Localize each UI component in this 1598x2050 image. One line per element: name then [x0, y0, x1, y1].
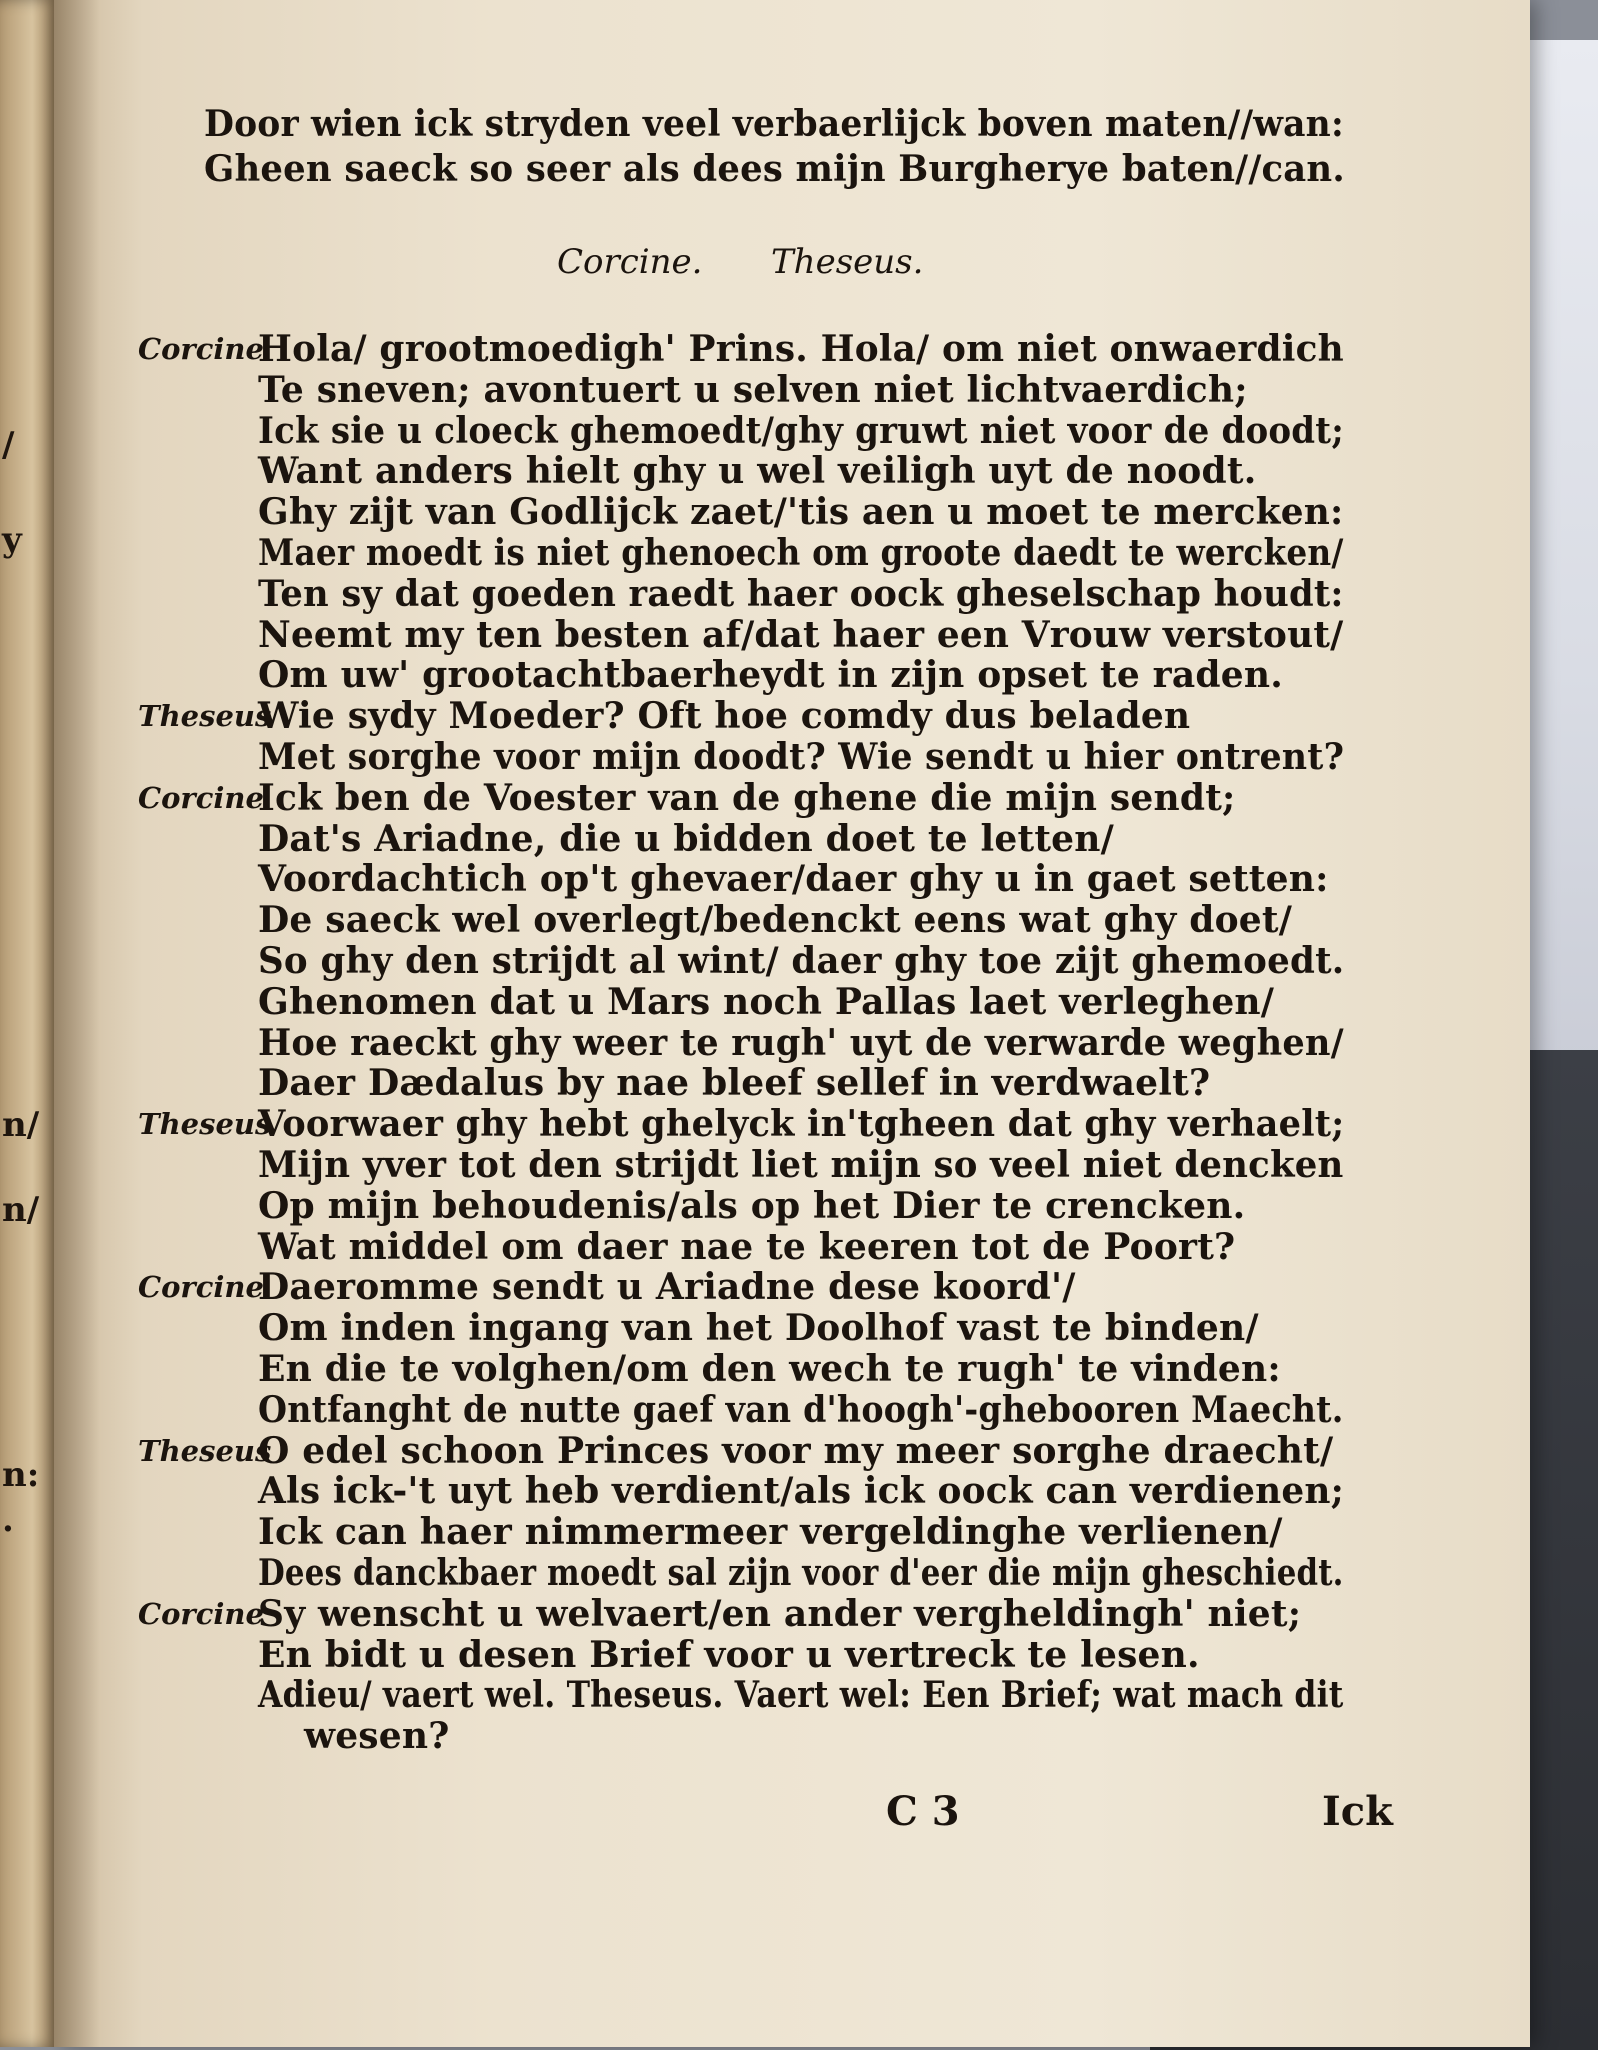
verse-line: Dat's Ariadne, die u bidden doet te letten/	[258, 817, 1114, 860]
left-page-fragment: /	[2, 425, 15, 465]
scene-heading-speaker-2: Theseus.	[771, 242, 924, 282]
book-page	[54, 0, 1530, 2047]
verse-line: wesen?	[304, 1715, 450, 1758]
verse-line: Maer moedt is niet ghenoech om groote daedt te wercken/	[258, 532, 1344, 574]
verse-line: Ick can haer nimmermeer vergeldinghe verlienen/	[258, 1511, 1283, 1554]
verse-line: Hoe raeckt ghy weer te rugh' uyt de verwarde weghen/	[258, 1021, 1344, 1064]
verse-line: Ghy zijt van Godlijck zaet/'tis aen u moet te mercken:	[258, 491, 1344, 534]
opening-line: Door wien ick stryden veel verbaerlijck boven maten//wan:	[204, 103, 1344, 145]
verse-line: Ten sy dat goeden raedt haer oock gheselschap houdt:	[258, 572, 1344, 615]
signature-mark: C 3	[886, 1788, 960, 1835]
speaker-label: Theseus	[138, 1107, 272, 1142]
speaker-label: Theseus	[138, 1433, 272, 1468]
speaker-label: Corcine	[138, 1596, 264, 1631]
verse-line: Voordachtich op't ghevaer/daer ghy u in gaet setten:	[258, 858, 1329, 901]
verse-line: Dees danckbaer moedt sal zijn voor d'eer die mijn gheschiedt.	[258, 1552, 1344, 1594]
verse-line: So ghy den strijdt al wint/ daer ghy toe zijt ghemoedt.	[258, 940, 1345, 982]
verse-line: Te sneven; avontuert u selven niet lichtvaerdich;	[258, 368, 1248, 411]
verse-line: Ick ben de Voester van de ghene die mijn sendt;	[258, 776, 1236, 819]
left-page-fragment: n/	[2, 1105, 40, 1145]
left-page-fragment: .	[2, 1500, 14, 1540]
verse-line: Op mijn behoudenis/als op het Dier te crencken.	[258, 1184, 1246, 1227]
verse-line: Als ick-'t uyt heb verdient/als ick oock can verdienen;	[258, 1470, 1345, 1513]
verse-line: Wie sydy Moeder? Oft hoe comdy dus beladen	[258, 695, 1191, 738]
verse-line: Wat middel om daer nae te keeren tot de Poort?	[258, 1225, 1236, 1268]
left-page-fragment: n/	[2, 1190, 40, 1230]
verse-line: Sy wenscht u welvaert/en ander vergheldingh' niet;	[258, 1592, 1302, 1635]
verse-line: Neemt my ten besten af/dat haer een Vrouw verstout/	[258, 613, 1344, 656]
verse-line: O edel schoon Princes voor my meer sorghe draecht/	[258, 1429, 1334, 1472]
verse-line: Ick sie u cloeck ghemoedt/ghy gruwt niet voor de doodt;	[258, 409, 1344, 452]
verse-line: En die te volghen/om den wech te rugh' te vinden:	[258, 1348, 1281, 1390]
verse-line: Want anders hielt ghy u wel veiligh uyt de noodt.	[258, 450, 1257, 493]
verse-line: Adieu/ vaert wel. Theseus. Vaert wel: Een Brief; wat mach dit	[258, 1674, 1344, 1717]
verse-line: Om inden ingang van het Doolhof vast te binden/	[258, 1307, 1259, 1350]
opening-line: Gheen saeck so seer als dees mijn Burgherye baten//can.	[204, 148, 1345, 190]
speaker-label: Corcine	[138, 1270, 264, 1305]
catchword: Ick	[1322, 1788, 1393, 1835]
verse-line: Daeromme sendt u Ariadne dese koord'/	[258, 1266, 1076, 1309]
verse-line: De saeck wel overlegt/bedenckt eens wat ghy doet/	[258, 899, 1293, 942]
verse-line: En bidt u desen Brief voor u vertreck te lesen.	[258, 1633, 1200, 1676]
speaker-label: Theseus	[138, 699, 272, 734]
left-page-fragment: y	[2, 520, 22, 560]
verse-line: Ghenomen dat u Mars noch Pallas laet verleghen/	[258, 980, 1275, 1023]
verse-line: Ontfanght de nutte gaef van d'hoogh'-ghebooren Maecht.	[258, 1388, 1344, 1431]
page-gutter-shadow	[54, 0, 100, 2047]
speaker-label: Corcine	[138, 332, 264, 366]
page-text	[54, 0, 1530, 2047]
verse-line: Daer Dædalus by nae bleef sellef in verdwaelt?	[258, 1062, 1211, 1105]
speaker-label: Corcine	[138, 780, 264, 815]
verse-line: Voorwaer ghy hebt ghelyck in'tgheen dat ghy verhaelt;	[258, 1103, 1345, 1146]
verse-line: Hola/ grootmoedigh' Prins. Hola/ om niet onwaerdich	[258, 328, 1344, 370]
scene-heading-speaker-1: Corcine.	[557, 242, 703, 282]
verse-line: Om uw' grootachtbaerheydt in zijn opset te raden.	[258, 654, 1283, 697]
left-page-fragment: n:	[2, 1455, 40, 1495]
verse-line: Mijn yver tot den strijdt liet mijn so veel niet dencken	[258, 1144, 1344, 1186]
verse-line: Met sorghe voor mijn doodt? Wie sendt u hier ontrent?	[258, 736, 1345, 778]
previous-page-edge	[0, 0, 58, 2047]
